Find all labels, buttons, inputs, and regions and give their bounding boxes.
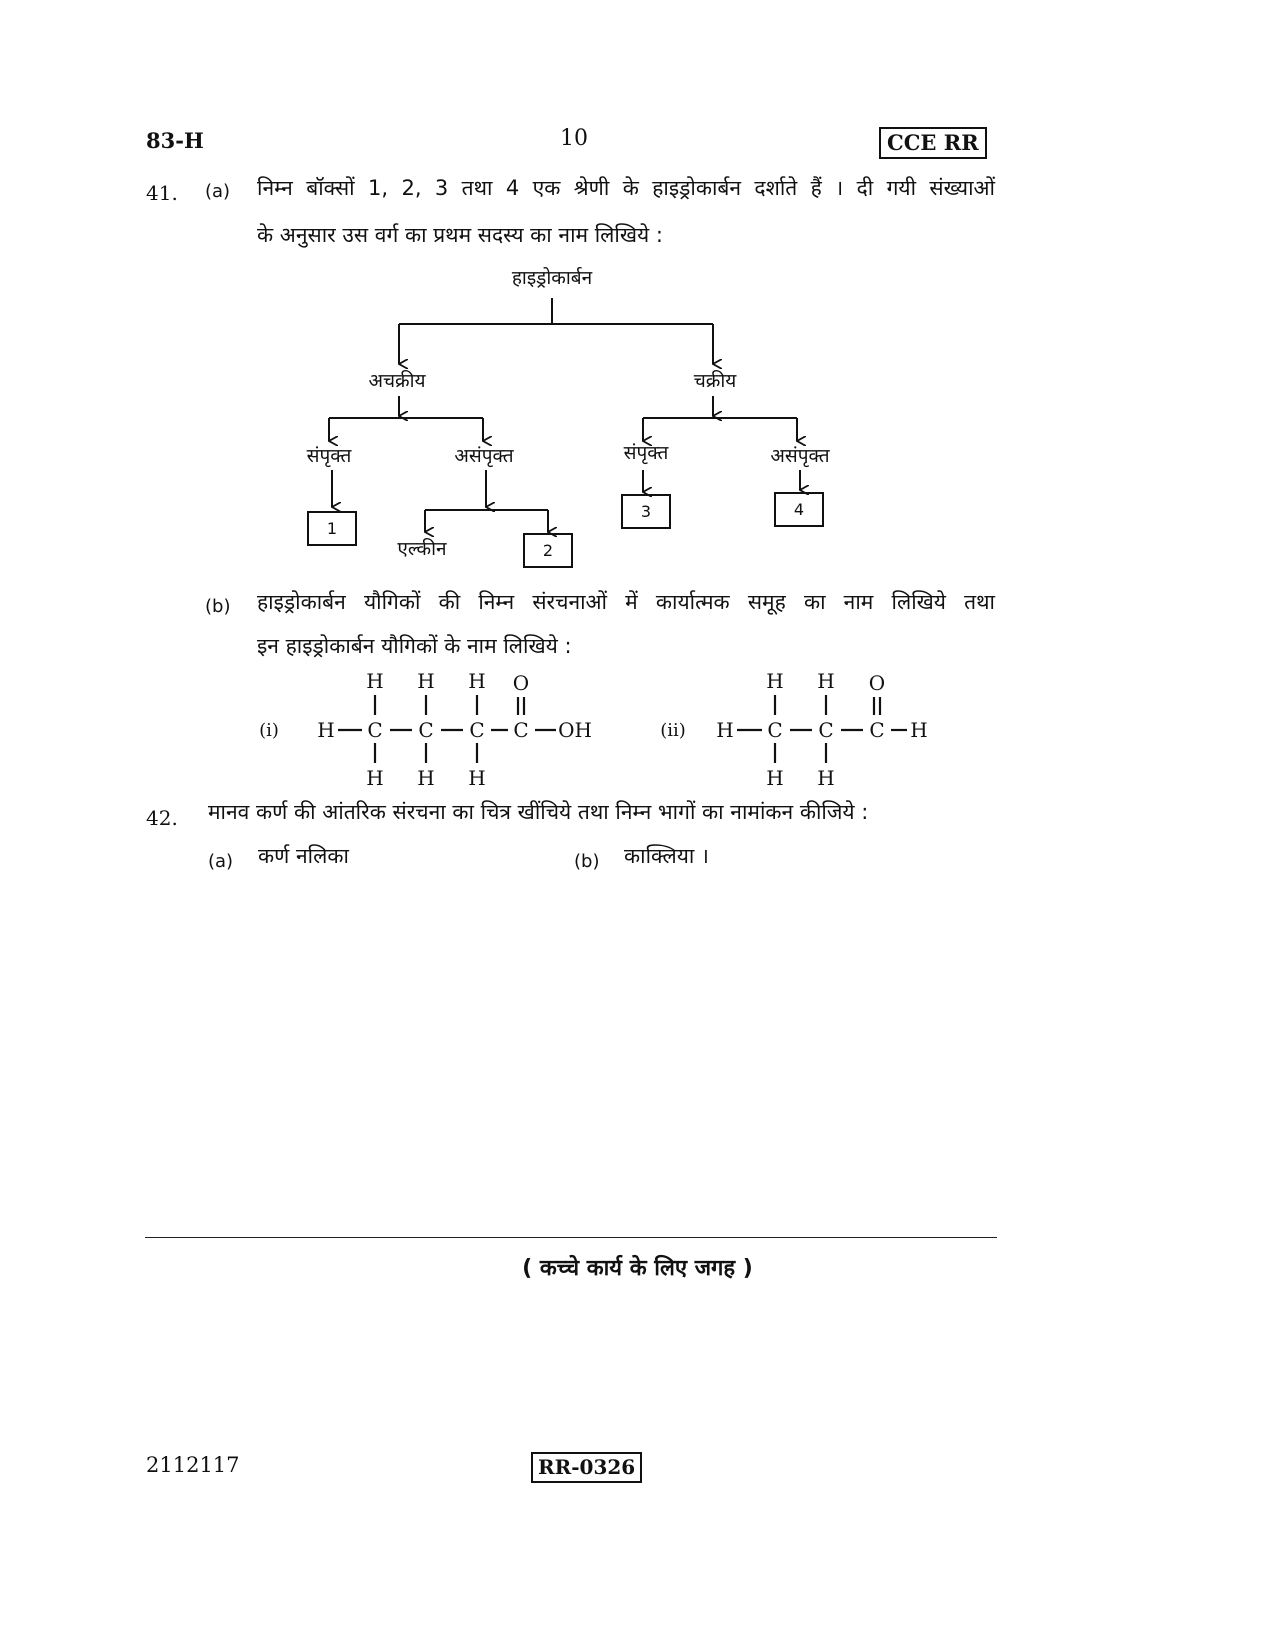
structure-ii-label: (ii) [660, 720, 686, 741]
question-42-number: 42. [146, 806, 178, 830]
box-2-label: 2 [542, 541, 554, 560]
atom-c: C [469, 718, 485, 742]
atom-h: H [317, 718, 335, 742]
atom-h: H [716, 718, 734, 742]
q41-part-a-label: (a) [205, 181, 231, 202]
q41b-text-line2: इन हाइड्रोकार्बन यौगिकों के नाम लिखिये : [257, 634, 572, 658]
q42-part-a-text: कर्ण नलिका [258, 844, 349, 868]
atom-c: C [767, 718, 783, 742]
atom-c: C [367, 718, 383, 742]
q42-part-a-label: (a) [208, 851, 234, 872]
box-1-label: 1 [326, 519, 338, 538]
atom-c: C [818, 718, 834, 742]
series-code-box: CCE RR [879, 127, 987, 159]
node-cyclic-unsaturated: असंपृक्त [770, 445, 830, 467]
atom-c: C [418, 718, 434, 742]
q41b-text-line1: हाइड्रोकार्बन यौगिकों की निम्न संरचनाओं में कार्यात्मक समूह का नाम लिखिये तथा [257, 590, 995, 614]
q42-part-b-text: काक्लिया । [624, 844, 709, 868]
rough-work-divider [145, 1237, 997, 1238]
node-acyclic-saturated: संपृक्त [306, 445, 352, 467]
paper-code: 83-H [146, 128, 204, 153]
atom-h: H [417, 669, 435, 693]
group-oh: OH [558, 718, 592, 742]
atom-o: O [512, 671, 530, 695]
footer-paper-ref-box: RR-0326 [531, 1452, 642, 1483]
box-3-label: 3 [640, 502, 652, 521]
rough-work-label: ( कच्चे कार्य के लिए जगह ) [522, 1256, 753, 1281]
atom-h: H [366, 669, 384, 693]
box-4-label: 4 [793, 500, 805, 519]
q42-part-b-label: (b) [574, 851, 600, 872]
atom-h: H [817, 766, 835, 790]
q41a-text-line1: निम्न बॉक्सों 1, 2, 3 तथा 4 एक श्रेणी के हाइड्रोकार्बन दर्शाते हैं । दी गयी संख्याओं [257, 176, 995, 200]
atom-h: H [817, 669, 835, 693]
node-cyclic: चक्रीय [693, 370, 737, 392]
atom-h: H [366, 766, 384, 790]
node-acyclic-unsaturated: असंपृक्त [454, 445, 514, 467]
q42-text: मानव कर्ण की आंतरिक संरचना का चित्र खींचिये तथा निम्न भागों का नामांकन कीजिये : [208, 800, 869, 824]
question-41-number: 41. [146, 181, 178, 205]
q41a-text-line2: के अनुसार उस वर्ग का प्रथम सदस्य का नाम लिखिये : [257, 223, 663, 247]
atom-h: H [417, 766, 435, 790]
structure-i-label: (i) [259, 720, 279, 741]
page-number: 10 [560, 126, 588, 151]
atom-c: C [513, 718, 529, 742]
node-alkene: एल्कीन [397, 538, 447, 560]
footer-code: 2112117 [146, 1453, 240, 1477]
atom-h: H [766, 669, 784, 693]
atom-h: H [468, 766, 486, 790]
node-acyclic: अचक्रीय [368, 370, 426, 392]
q41-part-b-label: (b) [205, 596, 231, 617]
node-hydrocarbon: हाइड्रोकार्बन [511, 267, 593, 289]
atom-h: H [910, 718, 928, 742]
atom-h: H [766, 766, 784, 790]
atom-o: O [868, 671, 886, 695]
atom-c: C [869, 718, 885, 742]
atom-h: H [468, 669, 486, 693]
node-cyclic-saturated: संपृक्त [623, 442, 669, 464]
